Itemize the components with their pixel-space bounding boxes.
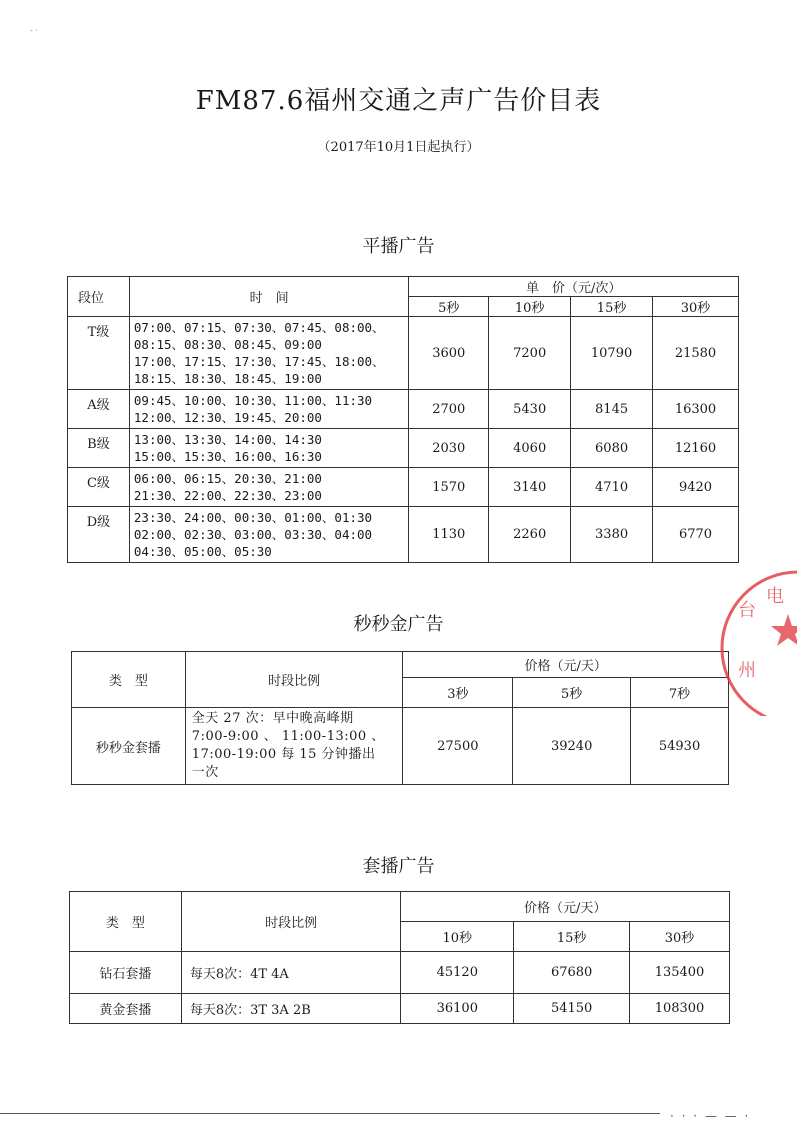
time-line: 06:00、06:15、20:30、21:00	[133, 471, 322, 486]
price-cell: 6080	[571, 429, 653, 468]
header-duration: 15秒	[514, 922, 630, 952]
ratio-cell: 每天8次：3T 3A 2B	[181, 994, 401, 1024]
regular-ads-table	[67, 276, 739, 563]
header-duration: 5秒	[513, 678, 631, 708]
table-row	[68, 507, 739, 563]
seal-graphic	[716, 566, 797, 716]
header-ratio: 时段比例	[185, 652, 403, 708]
seal-char: 电	[766, 586, 784, 607]
level-cell: D级	[68, 507, 130, 563]
seal-char: 州	[738, 660, 756, 681]
seconds-gold-table	[71, 651, 729, 785]
ratio-cell: 每天8次：4T 4A	[181, 952, 401, 994]
header-duration: 3秒	[403, 678, 513, 708]
price-cell: 4060	[489, 429, 571, 468]
ratio-line: 17:00-19:00 每 15 分钟播出	[191, 747, 376, 762]
header-type: 类 型	[70, 892, 182, 952]
time-cell	[129, 429, 408, 468]
level-cell: C级	[68, 468, 130, 507]
price-cell: 39240	[513, 708, 631, 785]
level-cell: B级	[68, 429, 130, 468]
price-cell: 10790	[571, 317, 653, 390]
header-duration: 7秒	[631, 678, 729, 708]
price-cell: 45120	[401, 952, 514, 994]
header-duration: 30秒	[653, 297, 739, 317]
price-cell: 5430	[489, 390, 571, 429]
price-cell: 6770	[653, 507, 739, 563]
header-ratio: 时段比例	[181, 892, 401, 952]
page-bottom-rule	[0, 1113, 660, 1114]
header-price: 价格（元/天）	[403, 652, 729, 678]
price-cell: 27500	[403, 708, 513, 785]
price-cell: 67680	[514, 952, 630, 994]
ratio-cell	[185, 708, 403, 785]
scan-corner-mark: - ·	[30, 26, 38, 35]
price-cell: 2030	[409, 429, 489, 468]
price-cell: 3600	[409, 317, 489, 390]
table-row	[68, 468, 739, 507]
price-cell: 4710	[571, 468, 653, 507]
seal-char: 台	[738, 600, 756, 621]
price-cell: 54150	[514, 994, 630, 1024]
price-cell: 54930	[631, 708, 729, 785]
table-row	[68, 429, 739, 468]
table-row	[70, 994, 730, 1024]
section-heading-seconds-gold: 秒秒金广告	[353, 614, 444, 635]
table-row	[70, 952, 730, 994]
effective-date: （2017年10月1日起执行）	[317, 140, 480, 155]
time-line: 08:15、08:30、08:45、09:00	[133, 337, 322, 352]
page-bottom-marks: · · · — — ·	[670, 1109, 751, 1123]
time-line: 04:30、05:00、05:30	[133, 544, 272, 559]
price-cell: 16300	[653, 390, 739, 429]
table-row	[68, 390, 739, 429]
header-unit-price: 单 价（元/次）	[409, 277, 739, 297]
page-title: FM87.6福州交通之声广告价目表	[195, 86, 602, 116]
price-cell: 1570	[409, 468, 489, 507]
header-duration: 10秒	[401, 922, 514, 952]
table-row	[72, 708, 729, 785]
time-line: 17:00、17:15、17:30、17:45、18:00、	[133, 354, 385, 369]
price-cell: 7200	[489, 317, 571, 390]
type-cell: 秒秒金套播	[72, 708, 186, 785]
time-line: 21:30、22:00、22:30、23:00	[133, 488, 322, 503]
section-heading-regular-ads: 平播广告	[362, 236, 435, 257]
time-line: 09:45、10:00、10:30、11:00、11:30	[133, 393, 373, 408]
price-cell: 1130	[409, 507, 489, 563]
package-ads-table	[69, 891, 730, 1024]
official-seal	[716, 566, 797, 716]
time-line: 02:00、02:30、03:00、03:30、04:00	[133, 527, 373, 542]
header-price: 价格（元/天）	[401, 892, 730, 922]
time-line: 15:00、15:30、16:00、16:30	[133, 449, 322, 464]
header-level: 段位	[68, 277, 130, 317]
price-cell: 135400	[630, 952, 730, 994]
header-duration: 5秒	[409, 297, 489, 317]
price-cell: 108300	[630, 994, 730, 1024]
header-duration: 30秒	[630, 922, 730, 952]
price-cell: 36100	[401, 994, 514, 1024]
header-type: 类 型	[72, 652, 186, 708]
type-cell: 钻石套播	[70, 952, 182, 994]
header-duration: 15秒	[571, 297, 653, 317]
price-cell: 8145	[571, 390, 653, 429]
price-cell: 21580	[653, 317, 739, 390]
time-line: 13:00、13:30、14:00、14:30	[133, 432, 322, 447]
level-cell: T级	[68, 317, 130, 390]
time-cell	[129, 468, 408, 507]
type-cell: 黄金套播	[70, 994, 182, 1024]
price-cell: 2260	[489, 507, 571, 563]
price-cell: 3140	[489, 468, 571, 507]
header-duration: 10秒	[489, 297, 571, 317]
ratio-line: 一次	[191, 765, 219, 780]
time-cell	[129, 507, 408, 563]
price-cell: 12160	[653, 429, 739, 468]
time-line: 12:00、12:30、19:45、20:00	[133, 410, 322, 425]
price-cell: 9420	[653, 468, 739, 507]
table-row	[68, 317, 739, 390]
time-line: 18:15、18:30、18:45、19:00	[133, 371, 322, 386]
price-cell: 2700	[409, 390, 489, 429]
header-time: 时 间	[129, 277, 408, 317]
level-cell: A级	[68, 390, 130, 429]
section-heading-package-ads: 套播广告	[362, 856, 435, 877]
ratio-line: 全天 27 次：早中晚高峰期	[191, 711, 354, 726]
time-cell	[129, 317, 408, 390]
time-line: 07:00、07:15、07:30、07:45、08:00、	[133, 320, 385, 335]
time-line: 23:30、24:00、00:30、01:00、01:30	[133, 510, 373, 525]
price-cell: 3380	[571, 507, 653, 563]
time-cell	[129, 390, 408, 429]
ratio-line: 7:00-9:00 、 11:00-13:00 、	[191, 729, 385, 744]
